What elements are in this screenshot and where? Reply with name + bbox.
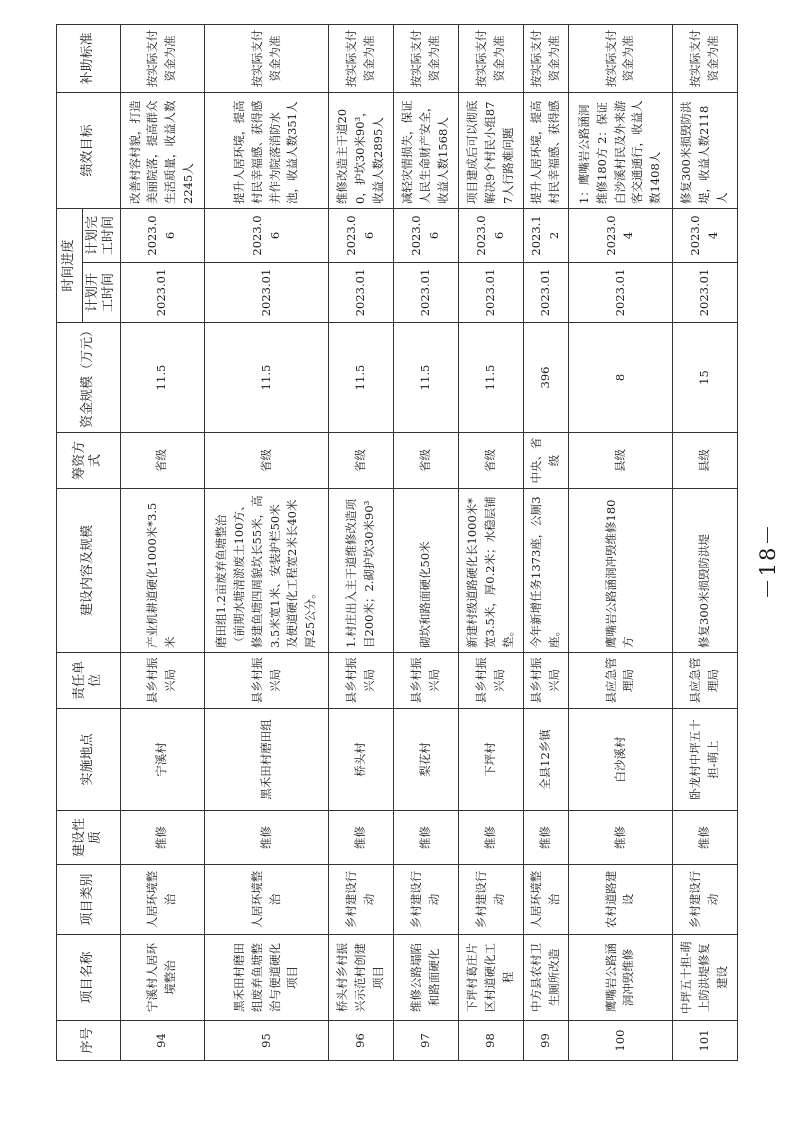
cell-seq: 101 [673,1021,738,1061]
cell-category: 乡村建设行动 [458,865,523,935]
cell-scale: 11.5 [394,323,459,433]
header-category: 项目类别 [57,865,121,935]
cell-content: 砌坎和路面硬化50米 [394,489,459,653]
cell-nature: 维修 [523,811,568,865]
cell-name: 维修公路塌陷和路面硬化 [394,935,459,1021]
cell-finish: 2023.06 [205,208,329,262]
cell-scale: 11.5 [205,323,329,433]
cell-scale: 11.5 [458,323,523,433]
cell-responsible: 县乡村振兴局 [523,653,568,709]
cell-responsible: 县应急管理局 [673,653,738,709]
cell-funding: 省级 [329,433,394,489]
cell-responsible: 县乡村振兴局 [394,653,459,709]
cell-goal: 修复300米损毁防洪堤，收益人数2118人 [673,92,738,208]
header-nature: 建设性质 [57,811,121,865]
cell-funding: 省级 [458,433,523,489]
cell-standard: 按实际支付资金为准 [205,24,329,92]
cell-category: 乡村建设行动 [394,865,459,935]
cell-nature: 维修 [120,811,205,865]
cell-scale: 15 [673,323,738,433]
cell-standard: 按实际支付资金为准 [120,24,205,92]
cell-location: 下坪村 [458,709,523,811]
cell-goal: 1：鹰嘴岩公路涵洞维修180方 2：保证白沙溪村民及外来游客交通通行，收益人数1408人 [568,92,672,208]
project-table [56,24,738,1061]
cell-responsible: 县乡村振兴局 [120,653,205,709]
table-header [57,24,121,1060]
cell-name: 中坪五十担-萌上防洪堤修复建设 [673,935,738,1021]
cell-nature: 维修 [329,811,394,865]
cell-seq: 100 [568,1021,672,1061]
cell-name: 中方县农村卫生厕所改造 [523,935,568,1021]
cell-scale: 396 [523,323,568,433]
table-row [673,24,738,1060]
header-content: 建设内容及规模 [57,489,121,653]
cell-finish: 2023.12 [523,208,568,262]
cell-responsible: 县应急管理局 [568,653,672,709]
cell-standard: 按实际支付资金为准 [568,24,672,92]
cell-standard: 按实际支付资金为准 [523,24,568,92]
cell-location: 桥头村 [329,709,394,811]
cell-seq: 95 [205,1021,329,1061]
header-responsible: 责任单位 [57,653,121,709]
cell-seq: 94 [120,1021,205,1061]
cell-name: 黑禾田村磨田组废弃鱼塘整治与便道硬化项目 [205,935,329,1021]
cell-goal: 减轻灾情损失，保证人民生命财产安全，收益人数1568人 [394,92,459,208]
cell-name: 桥头村乡村振兴示范村创建项目 [329,935,394,1021]
cell-category: 农村道路建设 [568,865,672,935]
header-seq: 序号 [57,1021,121,1061]
cell-responsible: 县乡村振兴局 [458,653,523,709]
cell-seq: 99 [523,1021,568,1061]
cell-nature: 维修 [394,811,459,865]
cell-standard: 按实际支付资金为准 [394,24,459,92]
table-row [394,24,459,1060]
page-number: －18－ [756,522,780,600]
cell-content: 鹰嘴岩公路涵洞冲毁维修180方 [568,489,672,653]
cell-seq: 97 [394,1021,459,1061]
cell-funding: 县级 [568,433,672,489]
cell-funding: 县级 [673,433,738,489]
table-row [523,24,568,1060]
header-location: 实施地点 [57,709,121,811]
cell-scale: 8 [568,323,672,433]
cell-finish: 2023.06 [120,208,205,262]
cell-nature: 维修 [568,811,672,865]
table-row [120,24,205,1060]
cell-content: 1.村庄出入主干道维修改造项目200米；2.砌护坎30米90³ [329,489,394,653]
cell-content: 磨田组1.2亩废弃鱼塘整治（前期水塘清淤废土100方、修建鱼塘四周貌坎长55米，高3.5米宽1米、安装护栏50米及便道硬化工程宽2米长40米厚25公分。 [205,489,329,653]
cell-content: 新建村级道路硬化长1000米*宽3.5米，厚0.2米；水稳层铺垫。 [458,489,523,653]
cell-nature: 维修 [673,811,738,865]
cell-name: 鹰嘴岩公路涵洞冲毁维修 [568,935,672,1021]
cell-funding: 省级 [205,433,329,489]
cell-content: 产业机耕道硬化1000米*3.5米 [120,489,205,653]
header-finish: 计划完工时间 [83,208,121,262]
cell-category: 人居环境整治 [120,865,205,935]
cell-name: 下坪村葛庄片区村道硬化工程 [458,935,523,1021]
cell-start: 2023.01 [458,263,523,323]
cell-funding: 中央、省级 [523,433,568,489]
cell-finish: 2023.06 [329,208,394,262]
table-body [120,24,738,1060]
cell-start: 2023.01 [120,263,205,323]
cell-standard: 按实际支付资金为准 [458,24,523,92]
cell-scale: 11.5 [120,323,205,433]
cell-responsible: 县乡村振兴局 [205,653,329,709]
cell-seq: 96 [329,1021,394,1061]
cell-category: 人居环境整治 [523,865,568,935]
cell-content: 修复300米损毁防洪堤 [673,489,738,653]
table-row [329,24,394,1060]
cell-goal: 提升人居环境，提高村民幸福感、获得感 [523,92,568,208]
cell-finish: 2023.04 [568,208,672,262]
cell-start: 2023.01 [568,263,672,323]
table-row [458,24,523,1060]
cell-start: 2023.01 [329,263,394,323]
cell-location: 卧龙村中坪五十担-萌上 [673,709,738,811]
header-name: 项目名称 [57,935,121,1021]
cell-nature: 维修 [205,811,329,865]
cell-finish: 2023.06 [458,208,523,262]
cell-start: 2023.01 [205,263,329,323]
cell-responsible: 县乡村振兴局 [329,653,394,709]
cell-start: 2023.01 [673,263,738,323]
cell-goal: 维修改造主干道200，护坎30米90³，收益人数2895人 [329,92,394,208]
cell-category: 乡村建设行动 [673,865,738,935]
cell-name: 宁溪村人居环境整治 [120,935,205,1021]
cell-scale: 11.5 [329,323,394,433]
cell-standard: 按实际支付资金为准 [329,24,394,92]
cell-start: 2023.01 [523,263,568,323]
cell-location: 宁溪村 [120,709,205,811]
cell-location: 黑禾田村磨田组 [205,709,329,811]
cell-finish: 2023.04 [673,208,738,262]
header-scale: 资金规模（万元） [57,323,121,433]
cell-funding: 省级 [120,433,205,489]
cell-standard: 按实际支付资金为准 [673,24,738,92]
table-row [568,24,672,1060]
header-funding: 筹资方式 [57,433,121,489]
cell-category: 人居环境整治 [205,865,329,935]
cell-location: 白沙溪村 [568,709,672,811]
cell-goal: 提升人居环境，提高村民幸福感、获得感并作为院落消防水池，收益人数351人 [205,92,329,208]
header-start: 计划开工时间 [83,263,121,323]
cell-nature: 维修 [458,811,523,865]
cell-seq: 98 [458,1021,523,1061]
header-progress: 时间进度 [57,208,83,322]
cell-funding: 省级 [394,433,459,489]
cell-location: 梨花村 [394,709,459,811]
cell-goal: 项目建成后可以彻底解决9个村民小组877人行路难问题 [458,92,523,208]
cell-finish: 2023.06 [394,208,459,262]
cell-category: 乡村建设行动 [329,865,394,935]
header-goal: 绩效目标 [57,92,121,208]
cell-location: 全县12乡镇 [523,709,568,811]
cell-content: 今年新增任务1373座，公厕3座。 [523,489,568,653]
table-row [205,24,329,1060]
cell-goal: 改善村容村貌，打造美丽院落，提高群众生活质量，收益人数2245人 [120,92,205,208]
cell-start: 2023.01 [394,263,459,323]
header-standard: 补助标准 [57,24,121,92]
